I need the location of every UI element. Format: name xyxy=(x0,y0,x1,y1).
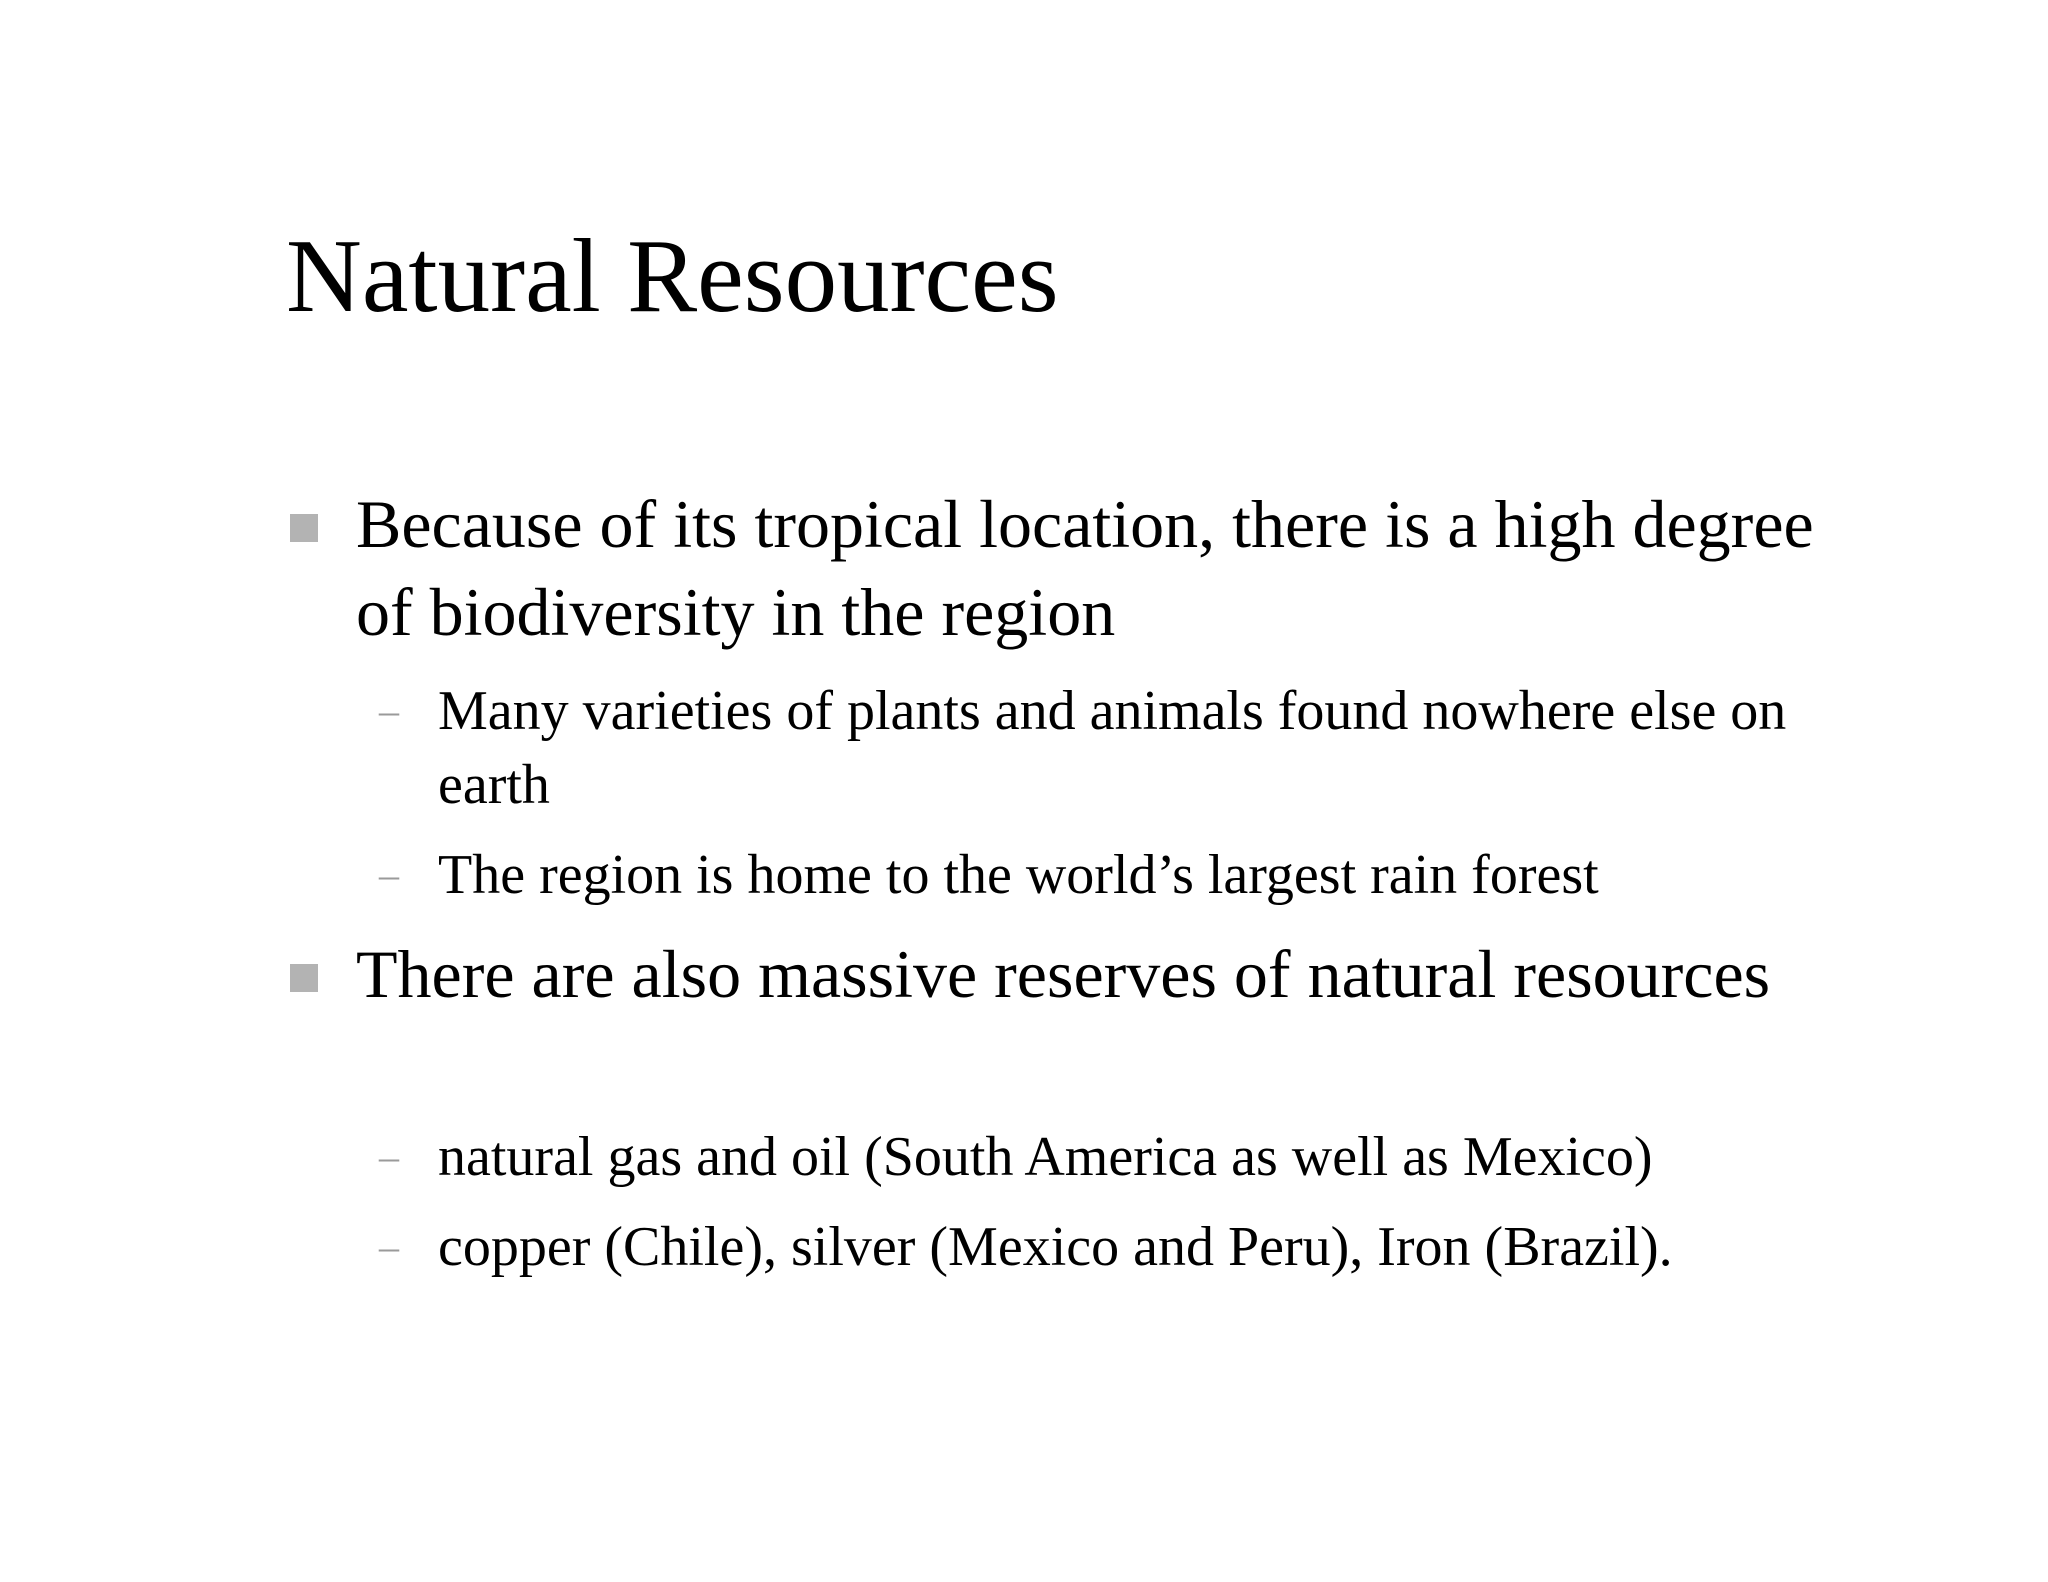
sub-bullet-1-2-text: The region is home to the world’s largest rain forest xyxy=(438,844,1599,906)
sub-bullet-2-2 xyxy=(286,1210,1846,1284)
sub-bullet-1-1-text: Many varieties of plants and animals found nowhere else on earth xyxy=(438,680,1787,816)
sub-bullet-2-2-row xyxy=(286,1210,1846,1284)
sub-bullet-2-1-row xyxy=(286,1120,1846,1194)
dash-bullet-icon: – xyxy=(379,1224,399,1269)
sub-bullet-2-1-text: natural gas and oil (South America as well as Mexico) xyxy=(438,1126,1653,1188)
bullet-1-row xyxy=(286,480,1846,656)
slide-title: Natural Resources xyxy=(286,217,1059,334)
sub-bullet-2-2-text: copper (Chile), silver (Mexico and Peru), Iron (Brazil). xyxy=(438,1216,1673,1278)
bullet-2-row xyxy=(286,930,1846,1018)
square-bullet-icon xyxy=(290,514,318,542)
square-bullet-icon xyxy=(290,964,318,992)
dash-bullet-icon: – xyxy=(379,688,399,733)
dash-bullet-icon: – xyxy=(379,852,399,897)
bullet-2 xyxy=(286,930,1846,1018)
bullet-1-text: Because of its tropical location, there is a high degree of biodiversity in the region xyxy=(356,486,1814,650)
sub-bullet-2-1 xyxy=(286,1120,1846,1194)
bullet-2-text: There are also massive reserves of natural resources xyxy=(356,936,1771,1012)
sub-bullet-1-1 xyxy=(286,674,1846,822)
sub-bullet-1-1-row xyxy=(286,674,1846,822)
bullet-1 xyxy=(286,480,1846,656)
sub-bullet-1-2 xyxy=(286,838,1846,912)
dash-bullet-icon: – xyxy=(379,1134,399,1179)
sub-bullet-1-2-row xyxy=(286,838,1846,912)
